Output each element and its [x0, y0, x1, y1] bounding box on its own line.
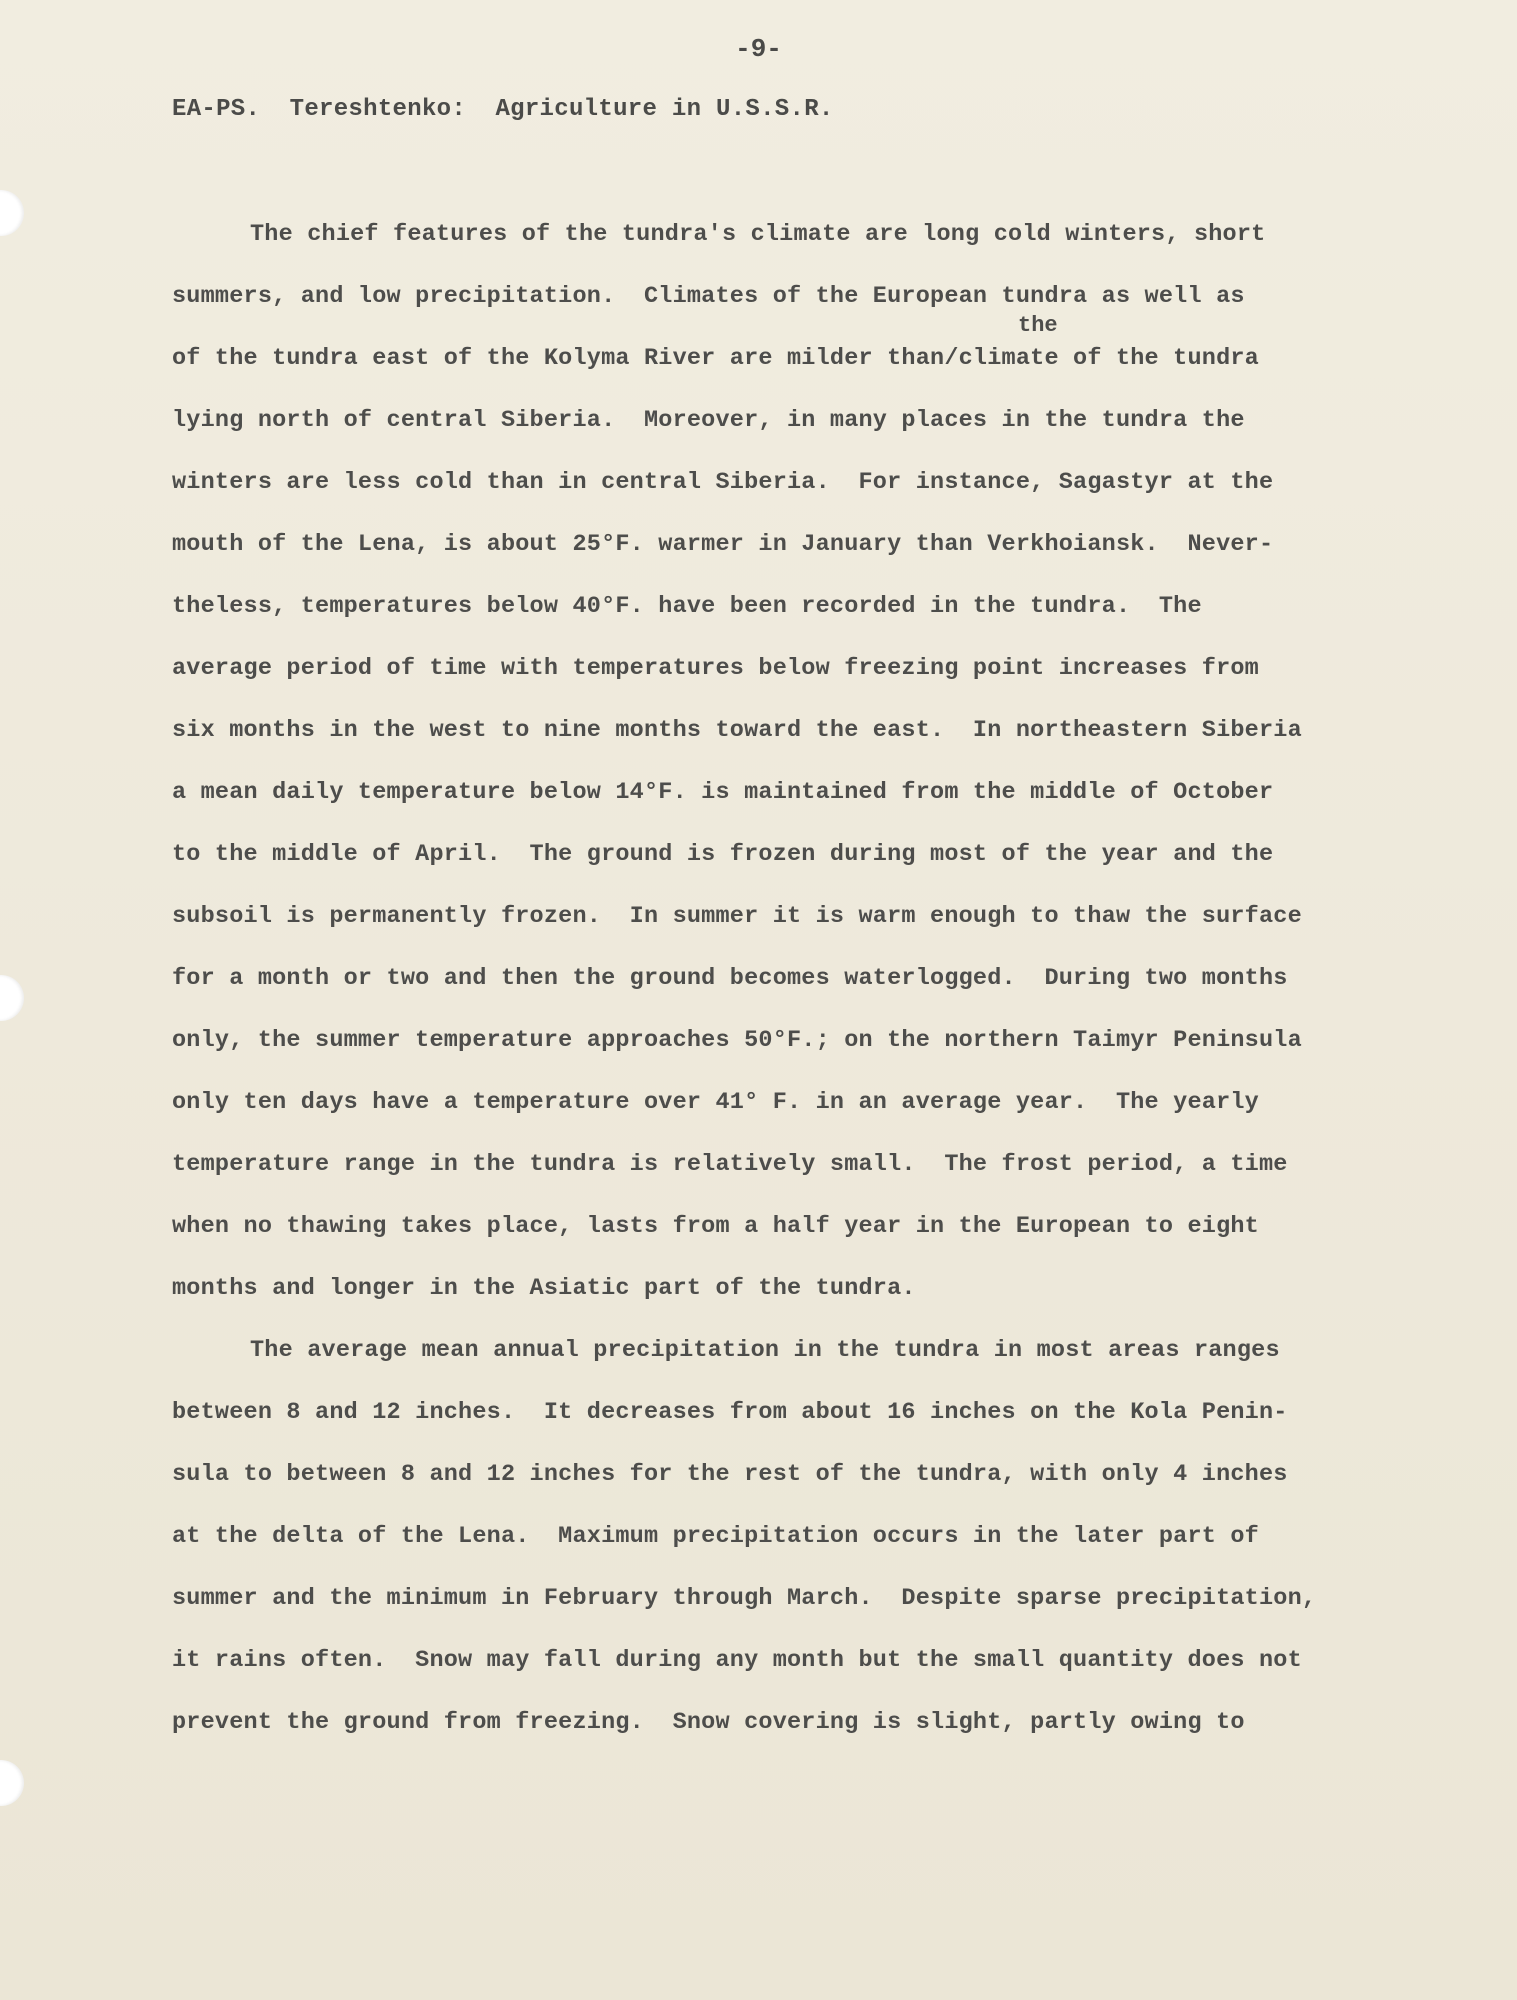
paragraph-1-line: average period of time with temperatures below freezing point increases from	[172, 655, 1259, 682]
paragraph-1-line: only, the summer temperature approaches 50°F.; on the northern Taimyr Peninsula	[172, 1027, 1302, 1054]
punch-hole	[0, 1760, 24, 1806]
paragraph-1-line: to the middle of April. The ground is frozen during most of the year and the	[172, 841, 1274, 868]
paragraph-2-line: it rains often. Snow may fall during any month but the small quantity does not	[172, 1647, 1302, 1674]
paragraph-1-line: of the tundra east of the Kolyma River are milder than/climate of the tundra	[172, 345, 1259, 372]
paragraph-1-line: when no thawing takes place, lasts from a half year in the European to eight	[172, 1213, 1259, 1240]
page-number: -9-	[735, 34, 782, 64]
paragraph-2-line: between 8 and 12 inches. It decreases from about 16 inches on the Kola Penin-	[172, 1399, 1288, 1426]
paragraph-1-line: summers, and low precipitation. Climates of the European tundra as well as	[172, 283, 1245, 310]
paragraph-1-line: only ten days have a temperature over 41° F. in an average year. The yearly	[172, 1089, 1259, 1116]
punch-hole	[0, 190, 24, 236]
paragraph-1-line: mouth of the Lena, is about 25°F. warmer in January than Verkhoiansk. Never-	[172, 531, 1274, 558]
paragraph-1-line: The chief features of the tundra's climate are long cold winters, short	[250, 221, 1266, 248]
document-header: EA-PS. Tereshtenko: Agriculture in U.S.S.R.	[172, 96, 834, 123]
paragraph-1-line: months and longer in the Asiatic part of the tundra.	[172, 1275, 916, 1302]
paragraph-2-line: summer and the minimum in February through March. Despite sparse precipitation,	[172, 1585, 1317, 1612]
punch-hole	[0, 975, 24, 1021]
paragraph-2-line: The average mean annual precipitation in the tundra in most areas ranges	[250, 1337, 1280, 1364]
paragraph-1-line: six months in the west to nine months toward the east. In northeastern Siberia	[172, 717, 1302, 744]
paragraph-2-line: sula to between 8 and 12 inches for the rest of the tundra, with only 4 inches	[172, 1461, 1288, 1488]
paragraph-1-line: for a month or two and then the ground becomes waterlogged. During two months	[172, 965, 1288, 992]
handwritten-insertion: the	[1018, 313, 1058, 338]
paragraph-2-line: at the delta of the Lena. Maximum precipitation occurs in the later part of	[172, 1523, 1259, 1550]
paragraph-1-line: theless, temperatures below 40°F. have been recorded in the tundra. The	[172, 593, 1202, 620]
paragraph-1-line: subsoil is permanently frozen. In summer it is warm enough to thaw the surface	[172, 903, 1302, 930]
paragraph-1-line: winters are less cold than in central Siberia. For instance, Sagastyr at the	[172, 469, 1274, 496]
paragraph-1-line: lying north of central Siberia. Moreover, in many places in the tundra the	[172, 407, 1245, 434]
paragraph-2-line: prevent the ground from freezing. Snow covering is slight, partly owing to	[172, 1709, 1245, 1736]
paragraph-1-line: a mean daily temperature below 14°F. is maintained from the middle of October	[172, 779, 1274, 806]
paragraph-1-line: temperature range in the tundra is relatively small. The frost period, a time	[172, 1151, 1288, 1178]
